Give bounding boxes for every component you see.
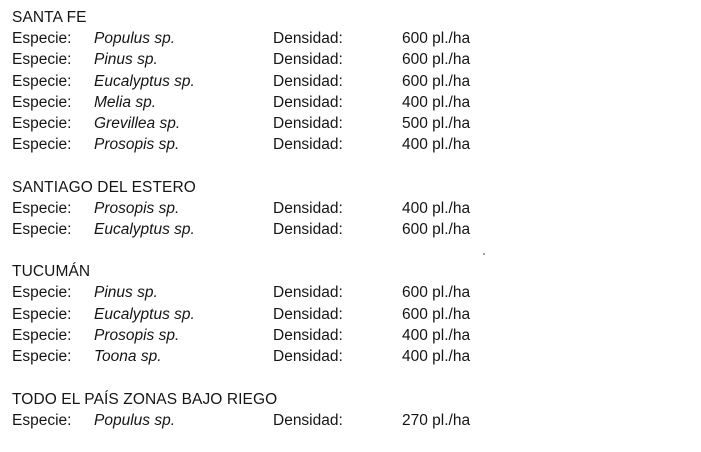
species-row [12, 49, 692, 70]
section-title: SANTA FE [12, 9, 87, 26]
density-label: Densidad: [273, 284, 343, 302]
species-name: Grevillea sp. [94, 115, 181, 133]
species-row [12, 304, 692, 325]
section-santa-fe [12, 7, 692, 156]
species-label: Especie: [12, 326, 72, 344]
density-value: 600 pl./ha [402, 221, 471, 239]
density-value: 400 pl./ha [402, 136, 471, 154]
species-name: Prosopis sp. [94, 326, 180, 344]
density-value: 600 pl./ha [402, 72, 471, 90]
density-label: Densidad: [273, 30, 343, 47]
density-value: 400 pl./ha [402, 326, 471, 344]
density-value: 400 pl./ha [402, 199, 471, 217]
density-value: 400 pl./ha [402, 93, 471, 111]
species-row [12, 219, 692, 240]
density-value: 600 pl./ha [402, 30, 471, 47]
section-tucuman [12, 261, 692, 367]
section-todo-el-pais [12, 389, 692, 431]
species-row [12, 113, 692, 134]
species-name: Eucalyptus sp. [94, 72, 195, 90]
section-title: TUCUMÁN [12, 263, 91, 281]
density-label: Densidad: [273, 51, 343, 69]
species-name: Pinus sp. [94, 284, 158, 302]
density-label: Densidad: [273, 305, 343, 323]
species-row [12, 92, 692, 113]
density-label: Densidad: [273, 72, 343, 90]
density-label: Densidad: [273, 348, 343, 366]
species-name: Prosopis sp. [94, 136, 180, 154]
species-label: Especie: [12, 305, 72, 323]
density-value: 600 pl./ha [402, 284, 471, 302]
species-label: Especie: [12, 72, 72, 90]
species-name: Prosopis sp. [94, 199, 180, 217]
section-santiago-del-estero [12, 177, 692, 241]
species-row [12, 325, 692, 346]
species-label: Especie: [12, 93, 72, 111]
density-value: 600 pl./ha [402, 305, 471, 323]
density-label: Densidad: [273, 221, 343, 239]
section-title: TODO EL PAÍS ZONAS BAJO RIEGO [12, 390, 278, 408]
species-row [12, 410, 692, 431]
species-label: Especie: [12, 199, 72, 217]
species-row [12, 134, 692, 155]
species-label: Especie: [12, 221, 72, 239]
species-row [12, 198, 692, 219]
species-name: Eucalyptus sp. [94, 305, 195, 323]
density-value: 400 pl./ha [402, 348, 471, 366]
species-name: Pinus sp. [94, 51, 158, 69]
species-label: Especie: [12, 348, 72, 366]
species-name: Eucalyptus sp. [94, 221, 195, 239]
density-label: Densidad: [273, 326, 343, 344]
density-label: Densidad: [273, 199, 343, 217]
species-label: Especie: [12, 115, 72, 133]
density-value: 270 pl./ha [402, 411, 471, 429]
species-label: Especie: [12, 411, 72, 429]
scan-speck [483, 253, 485, 255]
species-name: Melia sp. [94, 93, 157, 111]
document-page [12, 7, 692, 452]
section-title: SANTIAGO DEL ESTERO [12, 178, 196, 196]
species-label: Especie: [12, 51, 72, 69]
density-label: Densidad: [273, 93, 343, 111]
density-value: 500 pl./ha [402, 115, 471, 133]
species-label: Especie: [12, 136, 72, 154]
species-label: Especie: [12, 30, 72, 47]
species-row [12, 282, 692, 303]
density-label: Densidad: [273, 411, 343, 429]
density-label: Densidad: [273, 115, 343, 133]
density-value: 600 pl./ha [402, 51, 471, 69]
species-label: Especie: [12, 284, 72, 302]
species-name: Populus sp. [94, 30, 175, 47]
species-name: Toona sp. [94, 348, 162, 366]
species-row [12, 28, 692, 49]
species-row [12, 71, 692, 92]
species-name: Populus sp. [94, 411, 175, 429]
density-label: Densidad: [273, 136, 343, 154]
species-row [12, 346, 692, 367]
